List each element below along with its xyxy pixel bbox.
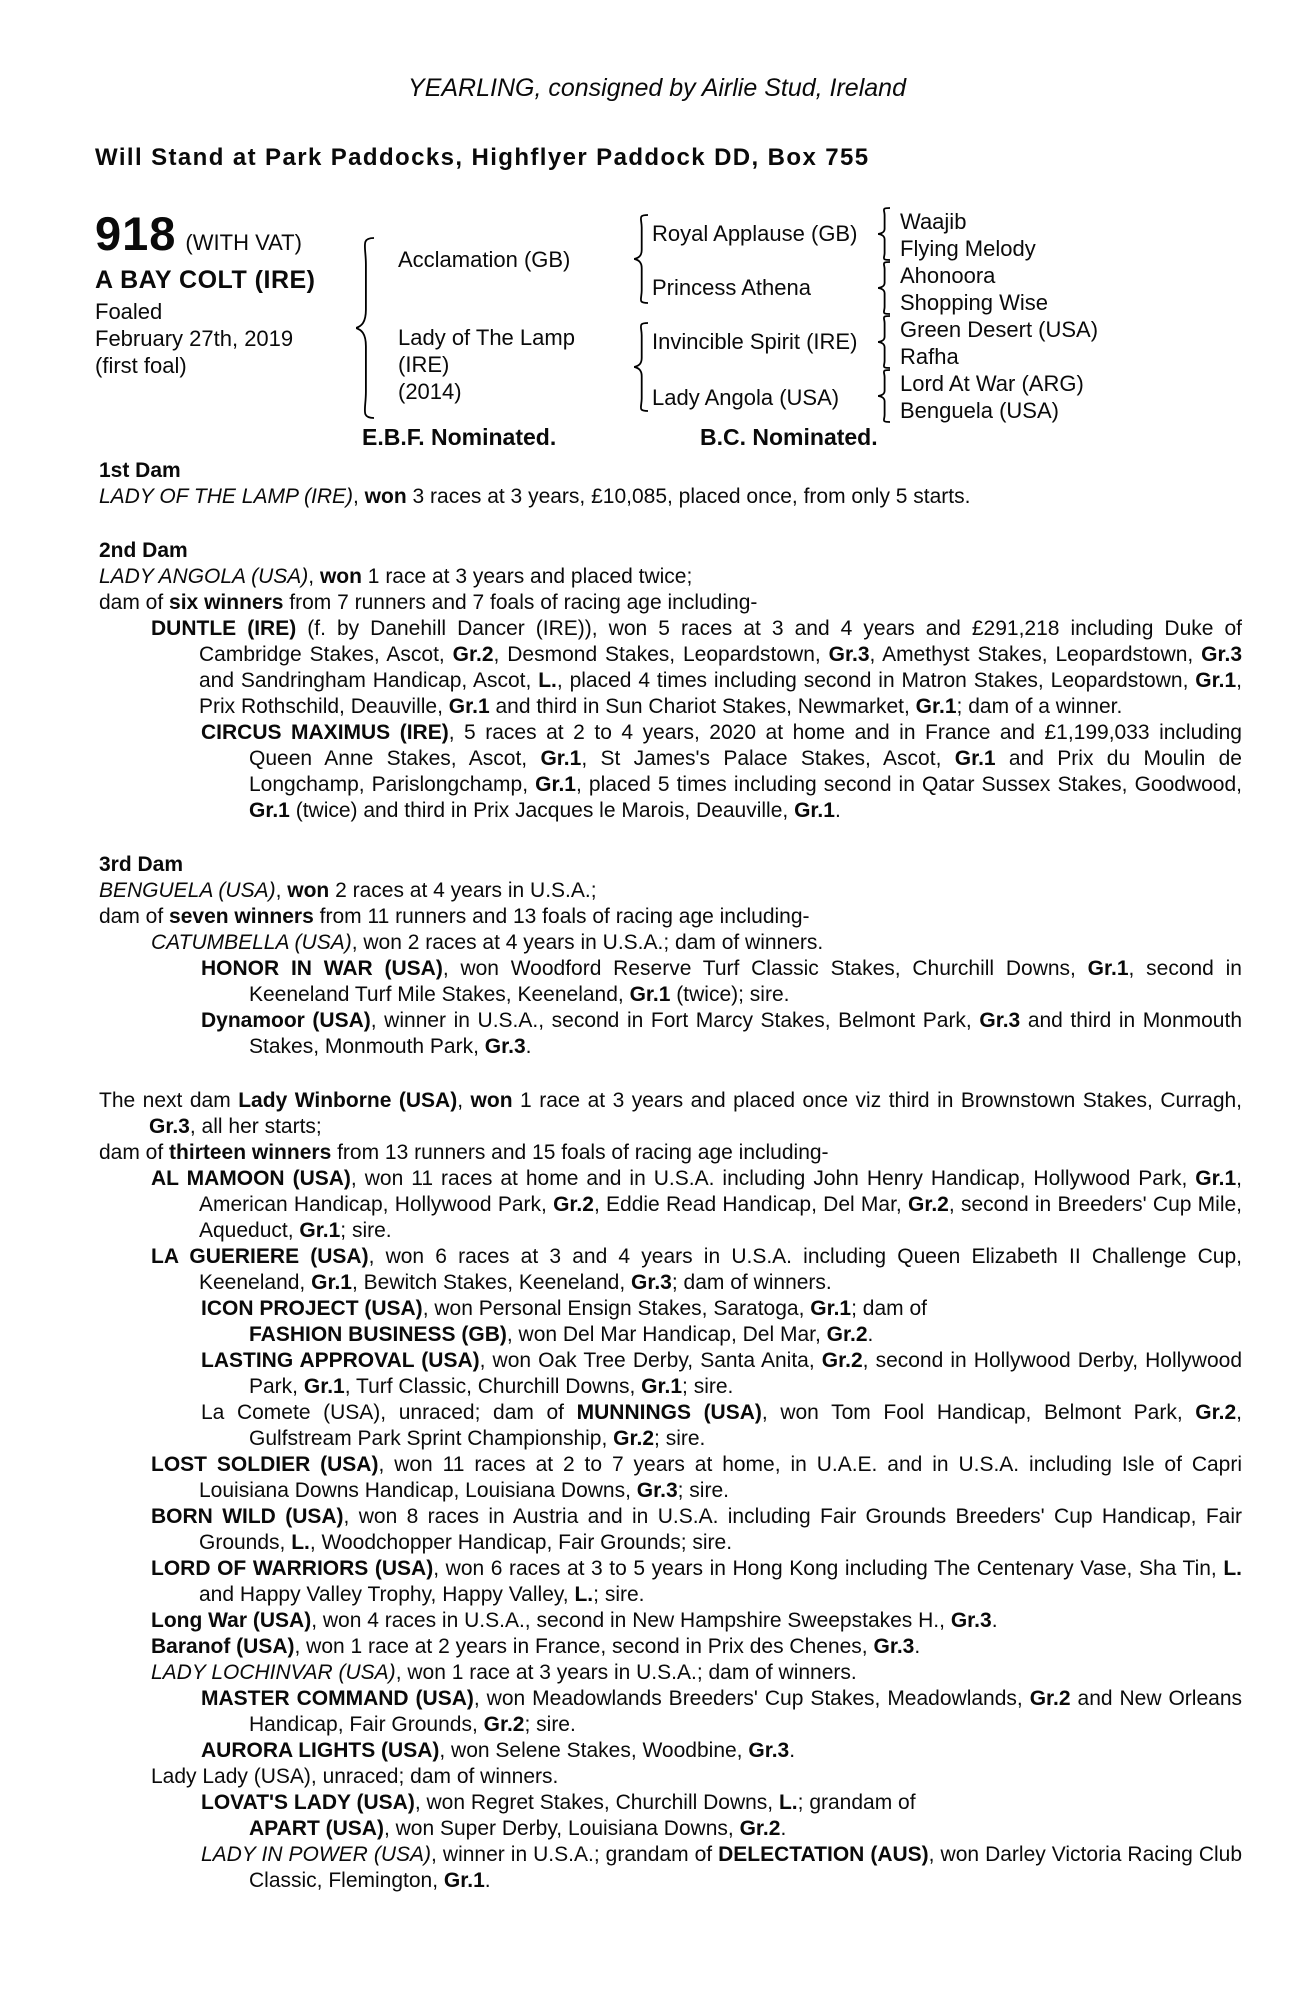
text-run: Gr.2 <box>452 643 494 666</box>
text-run: Gr.3 <box>873 1635 915 1658</box>
text-run: (f. by Danehill Dancer (IRE)), won 5 races at 3 and 4 years and £291,218 including Duke of Cambridge Stakes, Ascot, <box>199 617 1242 666</box>
dam-name-line: (2014) <box>398 379 462 404</box>
gen1-brace <box>356 237 374 424</box>
text-run: , Woodchopper Handicap, Fair Grounds; sire. <box>309 1531 733 1554</box>
text-run: Gr.1 <box>954 747 996 770</box>
catalog-paragraph <box>99 1088 1242 1140</box>
catalog-paragraph <box>201 720 1242 824</box>
text-run: won <box>287 879 330 902</box>
text-run: . <box>525 1035 532 1058</box>
gen3-brace <box>878 369 890 428</box>
text-run: , won 1 race at 3 years in U.S.A.; dam of winners. <box>395 1661 857 1684</box>
text-run: , won 2 races at 4 years in U.S.A.; dam of winners. <box>351 931 824 954</box>
text-run: Gr.3 <box>1201 643 1243 666</box>
catalog-paragraph <box>249 1816 1242 1842</box>
text-run: Baranof (USA) <box>151 1635 295 1658</box>
gen3-name: Lord At War (ARG) <box>900 371 1084 396</box>
catalog-paragraph <box>151 1608 1242 1634</box>
text-run: Gr.1 <box>299 1219 341 1242</box>
text-run: Gr.1 <box>448 695 490 718</box>
text-run: LOST SOLDIER (USA) <box>151 1453 379 1476</box>
text-run: , Eddie Read Handicap, Del Mar, <box>593 1193 908 1216</box>
text-run: Gr.3 <box>484 1035 526 1058</box>
text-run: , Prix Rothschild, Deauville, <box>199 669 1242 718</box>
text-run: ; sire. <box>340 1219 392 1242</box>
text-run: ; dam of <box>851 1297 927 1320</box>
text-run: won <box>470 1089 513 1112</box>
text-run: , winner in U.S.A.; grandam of <box>431 1843 719 1866</box>
text-run: , won Selene Stakes, Woodbine, <box>439 1739 749 1762</box>
foaled-block <box>95 298 293 379</box>
text-run: Gr.1 <box>810 1297 852 1320</box>
text-run: L. <box>538 669 557 692</box>
text-run: , second in Keeneland Turf Mile Stakes, Keeneland, <box>249 957 1242 1006</box>
text-run: (twice) and third in Prix Jacques le Marois, Deauville, <box>289 799 795 822</box>
text-run: Gr.2 <box>553 1193 594 1216</box>
text-run: , won Personal Ensign Stakes, Saratoga, <box>422 1297 811 1320</box>
text-run: Gr.1 <box>249 799 290 822</box>
catalog-paragraph <box>151 1556 1242 1608</box>
text-run: and Sandringham Handicap, Ascot, <box>199 669 539 692</box>
gen2-dam-of-sire: Princess Athena <box>652 275 811 300</box>
catalog-paragraph <box>249 1322 1242 1348</box>
text-run: BORN WILD (USA) <box>151 1505 344 1528</box>
catalog-paragraph <box>151 930 1242 956</box>
text-run: ; dam of a winner. <box>956 695 1123 718</box>
text-run: won <box>319 565 362 588</box>
text-run: and third in Monmouth Stakes, Monmouth Park, <box>249 1009 1243 1058</box>
text-run: LADY ANGOLA (USA) <box>99 565 309 588</box>
catalog-paragraph <box>99 878 1242 904</box>
text-run: Gr.1 <box>1195 1167 1237 1190</box>
text-run: ; sire. <box>677 1479 729 1502</box>
gen3-name: Ahonoora <box>900 263 996 288</box>
dam-name-line: Lady of The Lamp <box>398 325 575 350</box>
text-run: . <box>484 1869 491 1892</box>
gen3-name: Waajib <box>900 209 967 234</box>
text-run: Gr.3 <box>828 643 870 666</box>
text-run: L. <box>1223 1557 1243 1580</box>
text-run: , won Regret Stakes, Churchill Downs, <box>414 1791 779 1814</box>
text-run: L. <box>574 1583 594 1606</box>
dam-section <box>99 852 1242 1060</box>
catalog-paragraph <box>99 904 1242 930</box>
text-run: Gr.2 <box>739 1817 781 1840</box>
text-run: Gr.1 <box>535 773 576 796</box>
text-run: and third in Sun Chariot Stakes, Newmarket, <box>489 695 916 718</box>
text-run: , American Handicap, Hollywood Park, <box>199 1167 1242 1216</box>
gen3-name: Benguela (USA) <box>900 398 1059 423</box>
text-run: CATUMBELLA (USA) <box>151 931 352 954</box>
text-run: LADY LOCHINVAR (USA) <box>151 1661 396 1684</box>
text-run: Gr.3 <box>748 1739 790 1762</box>
text-run: , won 11 races at 2 to 7 years at home, in U.A.E. and in U.S.A. including Isle of Capri Louisiana Downs Handicap, Louisiana Downs, <box>199 1453 1242 1502</box>
catalog-paragraph <box>151 1634 1242 1660</box>
text-run: Gr.2 <box>483 1713 525 1736</box>
text-run: , won Darley Victoria Racing Club Classic, Flemington, <box>249 1843 1243 1892</box>
text-run: , <box>308 565 320 588</box>
text-run: , won Tom Fool Handicap, Belmont Park, <box>761 1401 1196 1424</box>
text-run: . <box>789 1739 796 1762</box>
text-run: (twice); sire. <box>670 983 790 1006</box>
text-run: from 11 runners and 13 foals of racing age including- <box>313 905 810 928</box>
text-run: Gr.1 <box>915 695 957 718</box>
text-run: Gr.2 <box>613 1427 655 1450</box>
text-run: . <box>834 799 841 822</box>
text-run: MUNNINGS (USA) <box>576 1401 762 1424</box>
gen2-dam-of-dam: Lady Angola (USA) <box>652 385 840 410</box>
text-run: , Gulfstream Park Sprint Championship, <box>249 1401 1242 1450</box>
vat-note: (WITH VAT) <box>185 230 302 255</box>
dam-name-line: (IRE) <box>398 352 450 377</box>
text-run: 1 race at 3 years and placed twice; <box>361 565 693 588</box>
text-run: Gr.2 <box>821 1349 863 1372</box>
page-header <box>0 0 1314 452</box>
text-run: , won Oak Tree Derby, Santa Anita, <box>479 1349 822 1372</box>
text-run: ICON PROJECT (USA) <box>201 1297 423 1320</box>
text-run: , 5 races at 2 to 4 years, 2020 at home and in France and £1,199,033 including Queen Anne Stakes, Ascot, <box>249 721 1242 770</box>
text-run: . <box>914 1635 921 1658</box>
section-heading: 2nd Dam <box>99 539 188 562</box>
lot-number: 918 <box>95 207 177 260</box>
text-run: ; grandam of <box>797 1791 916 1814</box>
catalog-paragraph <box>151 1660 1242 1686</box>
text-run: LA GUERIERE (USA) <box>151 1245 369 1268</box>
text-run: DELECTATION (AUS) <box>718 1843 929 1866</box>
catalog-paragraph <box>201 1790 1242 1816</box>
text-run: MASTER COMMAND (USA) <box>201 1687 474 1710</box>
text-run: Gr.1 <box>540 747 582 770</box>
gen2-brace-sire <box>634 214 648 309</box>
gen3-name: Flying Melody <box>900 236 1036 261</box>
text-run: Gr.1 <box>303 1375 345 1398</box>
text-run: , won 1 race at 2 years in France, second in Prix des Chenes, <box>294 1635 874 1658</box>
text-run: ; sire. <box>524 1713 576 1736</box>
catalog-paragraph <box>151 1244 1242 1296</box>
text-run: , won Super Derby, Louisiana Downs, <box>383 1817 740 1840</box>
text-run: . <box>867 1323 874 1346</box>
text-run: Gr.3 <box>149 1115 190 1138</box>
catalog-paragraph <box>99 564 1242 590</box>
text-run: Gr.2 <box>908 1193 949 1216</box>
text-run: , won Meadowlands Breeders' Cup Stakes, Meadowlands, <box>473 1687 1030 1710</box>
catalog-paragraph <box>201 1686 1242 1738</box>
text-run: La Comete (USA), unraced; dam of <box>201 1401 577 1424</box>
text-run: LADY OF THE LAMP (IRE) <box>99 485 353 508</box>
lot-number-row <box>95 206 302 261</box>
consignor-line: YEARLING, consigned by Airlie Stud, Ireland <box>408 74 906 102</box>
text-run: and Prix du Moulin de Longchamp, Parislongchamp, <box>249 747 1242 796</box>
foaled-label: Foaled <box>95 299 163 324</box>
text-run: . <box>780 1817 787 1840</box>
text-run: , winner in U.S.A., second in Fort Marcy Stakes, Belmont Park, <box>370 1009 980 1032</box>
catalog-paragraph <box>201 1348 1242 1400</box>
text-run: dam of <box>99 1141 170 1164</box>
foaled-date: February 27th, 2019 <box>95 326 294 351</box>
text-run: thirteen winners <box>169 1141 332 1164</box>
text-run: 1 race at 3 years and placed once viz third in Brownstown Stakes, Curragh, <box>512 1089 1243 1112</box>
gen2-brace-dam <box>634 322 648 417</box>
text-run: , won 6 races at 3 and 4 years in U.S.A. including Queen Elizabeth II Challenge Cup, Keeneland, <box>199 1245 1242 1294</box>
text-run: CIRCUS MAXIMUS (IRE) <box>201 721 449 744</box>
catalog-paragraph <box>99 484 1242 510</box>
text-run: LOVAT'S LADY (USA) <box>201 1791 415 1814</box>
catalog-paragraph <box>201 1842 1242 1894</box>
text-run: Long War (USA) <box>151 1609 312 1632</box>
text-run: DUNTLE (IRE) <box>151 617 297 640</box>
text-run: , won 4 races in U.S.A., second in New Hampshire Sweepstakes H., <box>311 1609 951 1632</box>
section-heading: 3rd Dam <box>99 853 184 876</box>
catalog-paragraph <box>151 1166 1242 1244</box>
text-run: and Happy Valley Trophy, Happy Valley, <box>199 1583 575 1606</box>
gen2-sire-of-dam: Invincible Spirit (IRE) <box>652 329 858 354</box>
catalog-paragraph <box>151 1764 1242 1790</box>
text-run: Gr.3 <box>630 1271 672 1294</box>
text-run: Dynamoor (USA) <box>201 1009 371 1032</box>
text-run: Gr.2 <box>1195 1401 1237 1424</box>
text-run: LORD OF WARRIORS (USA) <box>151 1557 434 1580</box>
text-run: Gr.1 <box>1195 669 1237 692</box>
gen3-brace <box>878 261 890 320</box>
text-run: , won 11 races at home and in U.S.A. including John Henry Handicap, Hollywood Park, <box>350 1167 1196 1190</box>
catalog-paragraph <box>151 616 1242 720</box>
text-run: LADY IN POWER (USA) <box>201 1843 432 1866</box>
text-run: , placed 4 times including second in Matron Stakes, Leopardstown, <box>556 669 1196 692</box>
sire-name: Acclamation (GB) <box>398 247 571 272</box>
section-heading: 1st Dam <box>99 459 181 482</box>
text-run: LASTING APPROVAL (USA) <box>201 1349 480 1372</box>
text-run: FASHION BUSINESS (GB) <box>249 1323 507 1346</box>
dam-section <box>99 538 1242 824</box>
catalog-paragraph <box>99 590 1242 616</box>
bc-nominated: B.C. Nominated. <box>700 424 878 450</box>
text-run: Gr.2 <box>1029 1687 1071 1710</box>
ebf-nominated: E.B.F. Nominated. <box>362 424 557 450</box>
text-run: , <box>275 879 288 902</box>
text-run: Gr.3 <box>636 1479 678 1502</box>
text-run: , <box>353 485 365 508</box>
catalog-paragraph <box>201 1400 1242 1452</box>
text-run: , Bewitch Stakes, Keeneland, <box>351 1271 631 1294</box>
text-run: The next dam <box>99 1089 239 1112</box>
text-run: Gr.1 <box>794 799 835 822</box>
text-run: six winners <box>169 591 284 614</box>
text-run: Gr.3 <box>950 1609 992 1632</box>
catalog-paragraph <box>201 1296 1242 1322</box>
text-run: . <box>991 1609 998 1632</box>
text-run: , Turf Classic, Churchill Downs, <box>344 1375 642 1398</box>
catalog-paragraph <box>151 1452 1242 1504</box>
catalog-paragraph <box>201 1008 1242 1060</box>
text-run: , <box>457 1089 471 1112</box>
text-run: seven winners <box>169 905 314 928</box>
first-foal-note: (first foal) <box>95 353 187 378</box>
text-run: ; dam of winners. <box>671 1271 832 1294</box>
gen3-name: Green Desert (USA) <box>900 317 1099 342</box>
stand-location-line: Will Stand at Park Paddocks, Highflyer Paddock DD, Box 755 <box>95 144 870 171</box>
gen3-brace <box>878 207 890 266</box>
dam-name <box>398 324 575 405</box>
text-run: Gr.1 <box>311 1271 352 1294</box>
text-run: Gr.3 <box>979 1009 1021 1032</box>
text-run: , Amethyst Stakes, Leopardstown, <box>869 643 1202 666</box>
text-run: , second in Breeders' Cup Mile, Aqueduct, <box>199 1193 1242 1242</box>
text-run: from 7 runners and 7 foals of racing age including- <box>283 591 758 614</box>
text-run: L. <box>291 1531 310 1554</box>
text-run: Gr.1 <box>1087 957 1129 980</box>
catalog-paragraph <box>99 1140 1242 1166</box>
text-run: , St James's Palace Stakes, Ascot, <box>581 747 955 770</box>
text-run: and New Orleans Handicap, Fair Grounds, <box>249 1687 1242 1736</box>
dam-section <box>99 1088 1242 1894</box>
gen3-name: Rafha <box>900 344 959 369</box>
text-run: Gr.1 <box>641 1375 683 1398</box>
gen3-name: Shopping Wise <box>900 290 1048 315</box>
text-run: Gr.2 <box>826 1323 868 1346</box>
text-run: BENGUELA (USA) <box>99 879 276 902</box>
catalog-paragraph <box>201 956 1242 1008</box>
text-run: , placed 5 times including second in Qatar Sussex Stakes, Goodwood, <box>576 773 1242 796</box>
text-run: , won 6 races at 3 to 5 years in Hong Kong including The Centenary Vase, Sha Tin, <box>433 1557 1224 1580</box>
gen2-sire-of-sire: Royal Applause (GB) <box>652 221 858 246</box>
text-run: Gr.1 <box>443 1869 485 1892</box>
text-run: , won Woodford Reserve Turf Classic Stakes, Churchill Downs, <box>442 957 1088 980</box>
text-run: ; sire. <box>682 1375 734 1398</box>
text-run: Gr.1 <box>629 983 671 1006</box>
text-run: 2 races at 4 years in U.S.A.; <box>329 879 597 902</box>
text-run: ; sire. <box>593 1583 645 1606</box>
gen3-brace <box>878 315 890 374</box>
text-run: Lady Winborne (USA) <box>238 1089 458 1112</box>
catalog-paragraph <box>151 1504 1242 1556</box>
catalog-sections <box>0 452 1314 1894</box>
text-run: Lady Lady (USA), unraced; dam of winners. <box>151 1765 559 1788</box>
text-run: dam of <box>99 905 170 928</box>
text-run: L. <box>778 1791 798 1814</box>
text-run: , all her starts; <box>189 1115 322 1138</box>
text-run: 3 races at 3 years, £10,085, placed once, from only 5 starts. <box>406 485 971 508</box>
text-run: AL MAMOON (USA) <box>151 1167 351 1190</box>
text-run: from 13 runners and 15 foals of racing age including- <box>331 1141 829 1164</box>
text-run: ; sire. <box>654 1427 706 1450</box>
text-run: dam of <box>99 591 170 614</box>
text-run: , won 8 races in Austria and in U.S.A. including Fair Grounds Breeders' Cup Handicap, Fair Grounds, <box>199 1505 1242 1554</box>
text-run: , won Del Mar Handicap, Del Mar, <box>506 1323 827 1346</box>
text-run: APART (USA) <box>249 1817 384 1840</box>
lot-name: A BAY COLT (IRE) <box>95 266 316 294</box>
text-run: won <box>364 485 407 508</box>
text-run: AURORA LIGHTS (USA) <box>201 1739 440 1762</box>
catalog-paragraph <box>201 1738 1242 1764</box>
dam-section <box>99 458 1242 510</box>
text-run: , Desmond Stakes, Leopardstown, <box>493 643 829 666</box>
text-run: HONOR IN WAR (USA) <box>201 957 443 980</box>
text-run: , second in Hollywood Derby, Hollywood Park, <box>249 1349 1242 1398</box>
